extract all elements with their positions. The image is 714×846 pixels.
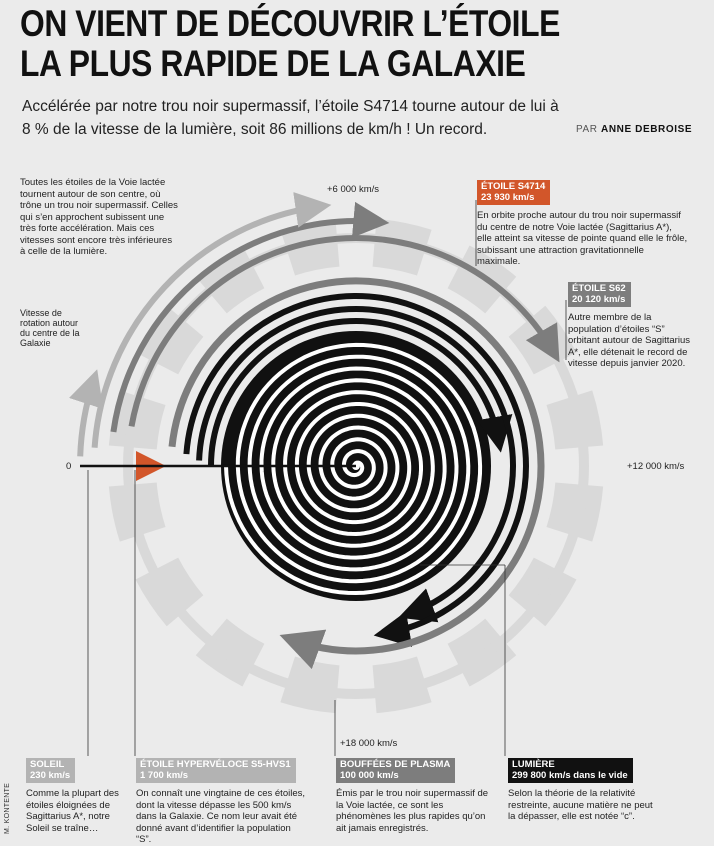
callout-plasma bbox=[336, 758, 496, 834]
byline bbox=[576, 124, 692, 135]
tick-zero: 0 bbox=[66, 461, 72, 472]
orbit-arc-8 bbox=[80, 381, 93, 457]
page-title bbox=[20, 4, 605, 84]
callout-soleil bbox=[26, 758, 132, 834]
soleil-tag bbox=[26, 758, 75, 783]
s62-speed: 20 120 km/s bbox=[572, 293, 626, 305]
soleil-name: SOLEIL bbox=[30, 759, 65, 770]
tick-right: +12 000 km/s bbox=[627, 461, 685, 472]
callout-s62 bbox=[568, 282, 694, 370]
soleil-speed: 230 km/s bbox=[30, 769, 71, 781]
s4714-tag bbox=[477, 180, 550, 205]
byline-prefix: PAR bbox=[576, 124, 598, 135]
plasma-text: Émis par le trou noir supermassif de la Voie lactée, ce sont les phénomènes les plus rapides qu’on ait jamais enregistrés. bbox=[336, 788, 489, 834]
subtitle: Accélérée par notre trou noir supermassif, l’étoile S4714 tourne autour de lui à 8 % de la vitesse de la lumière, soit 86 millions de km/h ! Un record. bbox=[22, 98, 559, 138]
title-line-2: LA PLUS RAPIDE DE LA GALAXIE bbox=[20, 43, 526, 84]
hypervelocity-name: ÉTOILE HYPERVÉLOCE S5-HVS1 bbox=[140, 759, 291, 770]
light-text: Selon la théorie de la relativité restreinte, aucune matière ne peut la dépasser, elle est notée “c”. bbox=[508, 788, 653, 822]
tick-top: +6 000 km/s bbox=[327, 184, 380, 195]
s4714-speed: 23 930 km/s bbox=[481, 191, 535, 203]
callout-s4714 bbox=[477, 180, 689, 268]
s62-name: ÉTOILE S62 bbox=[572, 283, 626, 294]
byline-author: ANNE DEBROISE bbox=[601, 124, 693, 135]
light-speed: 299 800 km/s dans le vide bbox=[512, 769, 628, 781]
hypervelocity-speed: 1 700 km/s bbox=[140, 769, 189, 781]
hypervelocity-text: On connaît une vingtaine de ces étoiles, dont la vitesse dépasse les 500 km/s dans la Galaxie. Ce nom leur avait été donné avant d’identifier la population “S”. bbox=[136, 788, 306, 845]
intro-text: Toutes les étoiles de la Voie lactée tournent autour de son centre, où trône un trou noir supermassif. Celles qui s’en approchent subissent une très forte accélération. Mais ces vitesses sont encore très inférieures à celle de la lumière. bbox=[20, 177, 178, 257]
callout-light bbox=[508, 758, 658, 823]
axis-note: Vitesse de rotation autour du centre de la Galaxie bbox=[20, 308, 80, 348]
plasma-name: BOUFFÉES DE PLASMA bbox=[340, 759, 451, 770]
s62-tag bbox=[568, 282, 631, 307]
s62-text: Autre membre de la population d’étoiles “S” orbitant autour de Sagittarius A*, elle détenait le record de vitesse depuis janvier 2020. bbox=[568, 312, 690, 369]
soleil-text: Comme la plupart des étoiles éloignées de Sagittarius A*, notre Soleil se traîne… bbox=[26, 788, 119, 834]
title-line-1: ON VIENT DE DÉCOUVRIR L’ÉTOILE bbox=[20, 3, 560, 44]
light-tag bbox=[508, 758, 633, 783]
s4714-text: En orbite proche autour du trou noir supermassif du centre de notre Voie lactée (Sagittarius A*), elle atteint sa vitesse de pointe quand elle le frôle, subissant une attraction gravitationnelle maximale. bbox=[477, 210, 688, 267]
light-name: LUMIÈRE bbox=[512, 759, 555, 770]
credit: M. KONTENTE bbox=[4, 782, 11, 834]
hypervelocity-tag bbox=[136, 758, 296, 783]
plasma-speed: 100 000 km/s bbox=[340, 769, 399, 781]
callout-hypervelocity bbox=[136, 758, 306, 846]
tick-bottom: +18 000 km/s bbox=[340, 738, 398, 749]
plasma-tag bbox=[336, 758, 455, 783]
s4714-name: ÉTOILE S4714 bbox=[481, 181, 546, 192]
